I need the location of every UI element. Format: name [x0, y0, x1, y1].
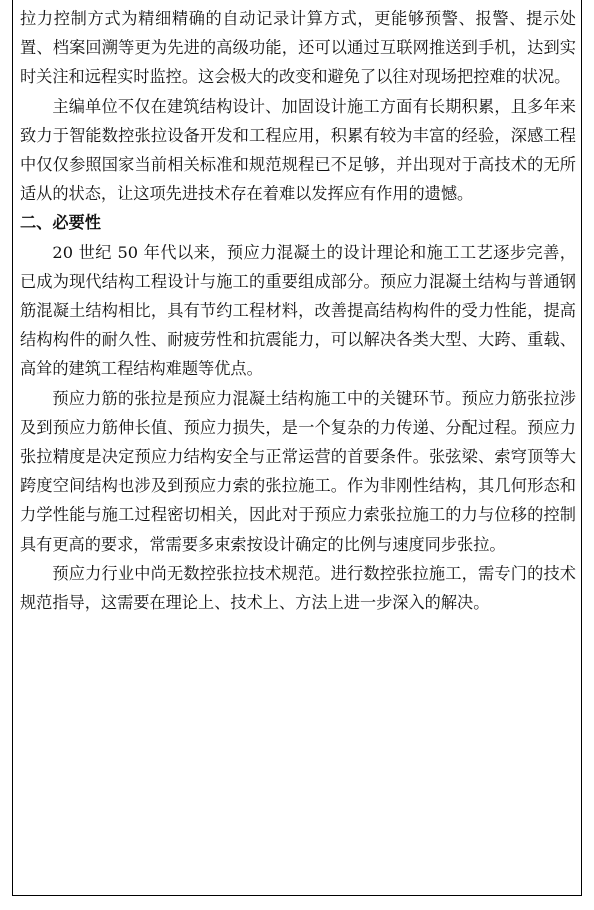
- paragraph-prestressed-concrete: 20 世纪 50 年代以来，预应力混凝土的设计理论和施工工艺逐步完善，已成为现代结构工程设计与施工的重要组成部分。预应力混凝土结构与普通钢筋混凝土结构相比，具有节约工程材料，改善提高结构构件的受力性能，提高结构构件的耐久性、耐疲劳性和抗震能力，可以解决各类大型、大跨、重载、高耸的建筑工程结构难题等优点。: [20, 242, 576, 379]
- paragraph-continuation: 拉力控制方式为精细精确的自动记录计算方式，更能够预警、报警、提示处置、档案回溯等更为先进的高级功能，还可以通过互联网推送到手机，达到实时关注和远程实时监控。这会极大的改变和避免了以往对现场把控难的状况。: [20, 9, 576, 87]
- section-heading-necessity: 二、必要性: [20, 213, 101, 233]
- paragraph-tensioning: 预应力筋的张拉是预应力混凝土结构施工中的关键环节。预应力筋张拉涉及到预应力筋伸长值、预应力损失，是一个复杂的力传递、分配过程。预应力张拉精度是决定预应力结构安全与正常运营的首要条件。张弦梁、索穹顶等大跨度空间结构也涉及到预应力索的张拉施工。作为非刚性结构，其几何形态和力学性能与施工过程密切相关，因此对于预应力索张拉施工的力与位移的控制具有更高的要求，常需要多束索按设计确定的比例与速度同步张拉。: [20, 388, 576, 554]
- paragraph-editor-unit: 主编单位不仅在建筑结构设计、加固设计施工方面有长期积累，且多年来致力于智能数控张拉设备开发和工程应用，积累有较为丰富的经验，深感工程中仅仅参照国家当前相关标准和规范规程已不足够，并出现对于高技术的无所适从的状态，让这项先进技术存在着难以发挥应有作用的遗憾。: [20, 96, 576, 204]
- document-body: [20, 4, 576, 617]
- paragraph-industry-standard: 预应力行业中尚无数控张拉技术规范。进行数控张拉施工，需专门的技术规范指导，这需要在理论上、技术上、方法上进一步深入的解决。: [20, 563, 576, 613]
